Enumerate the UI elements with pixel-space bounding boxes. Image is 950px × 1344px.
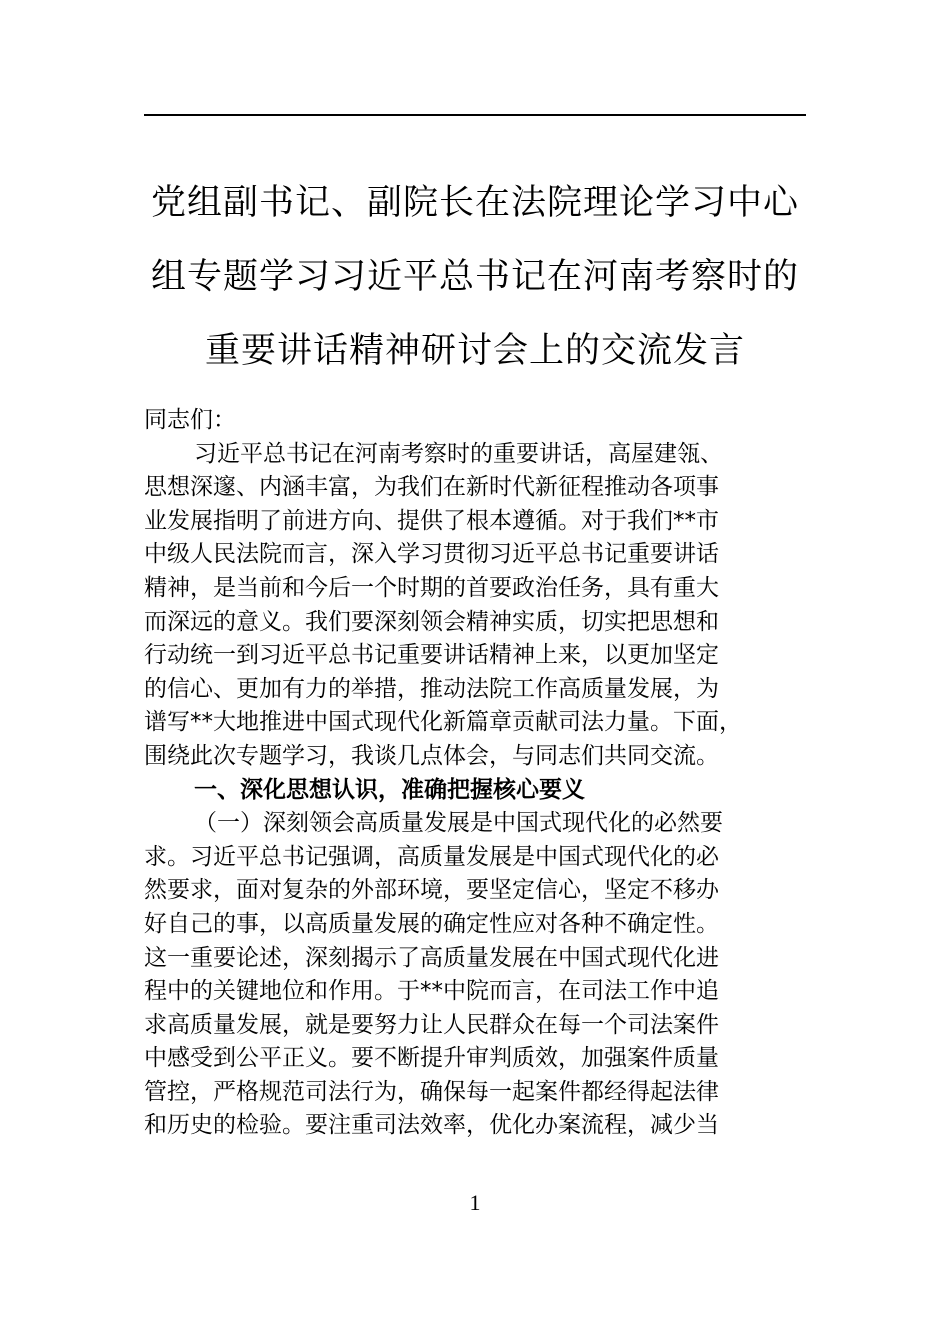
text-line: 中级人民法院而言，深入学习贯彻习近平总书记重要讲话: [144, 541, 719, 568]
page-number: 1: [469, 1190, 481, 1215]
document-body: [144, 404, 806, 1143]
title-line: 重要讲话精神研讨会上的交流发言: [204, 331, 745, 371]
text-line: 求。习近平总书记强调，高质量发展是中国式现代化的必: [144, 843, 719, 870]
text-line: 程中的关键地位和作用。于**中院而言，在司法工作中追: [144, 978, 719, 1005]
document-title: [144, 166, 806, 388]
text-line: 谱写**大地推进中国式现代化新篇章贡献司法力量。下面，: [144, 709, 742, 736]
text-line: 精神，是当前和今后一个时期的首要政治任务，具有重大: [144, 574, 719, 601]
text-line: 思想深邃、内涵丰富，为我们在新时代新征程推动各项事: [144, 474, 719, 501]
paragraph-intro: [144, 438, 806, 774]
text-line: 围绕此次专题学习，我谈几点体会，与同志们共同交流。: [144, 742, 719, 769]
text-line: 求高质量发展，就是要努力让人民群众在每一个司法案件: [144, 1011, 719, 1038]
text-line: 中感受到公平正义。要不断提升审判质效，加强案件质量: [144, 1045, 719, 1072]
text-line: 习近平总书记在河南考察时的重要讲话，高屋建瓴、: [194, 440, 723, 467]
text-line: （一）深刻领会高质量发展是中国式现代化的必然要: [194, 810, 723, 837]
text-line: 业发展指明了前进方向、提供了根本遵循。对于我们**市: [144, 507, 719, 534]
text-line: 好自己的事，以高质量发展的确定性应对各种不确定性。: [144, 910, 719, 937]
header-rule: [144, 114, 806, 116]
text-line: 而深远的意义。我们要深刻领会精神实质，切实把思想和: [144, 608, 719, 635]
text-line: 和历史的检验。要注重司法效率，优化办案流程，减少当: [144, 1112, 719, 1139]
text-line: 然要求，面对复杂的外部环境，要坚定信心，坚定不移办: [144, 877, 719, 904]
section-heading: 一、深化思想认识，准确把握核心要义: [194, 776, 585, 803]
text-line: 管控，严格规范司法行为，确保每一起案件都经得起法律: [144, 1078, 719, 1105]
text-line: 行动统一到习近平总书记重要讲话精神上来，以更加坚定: [144, 642, 719, 669]
text-line: 的信心、更加有力的举措，推动法院工作高质量发展，为: [144, 675, 719, 702]
salutation: 同志们：: [144, 407, 236, 433]
title-line: 组专题学习习近平总书记在河南考察时的: [150, 257, 799, 297]
title-line: 党组副书记、副院长在法院理论学习中心: [150, 183, 799, 223]
paragraph-section-1-1: [144, 807, 806, 1143]
text-line: 这一重要论述，深刻揭示了高质量发展在中国式现代化进: [144, 944, 719, 971]
